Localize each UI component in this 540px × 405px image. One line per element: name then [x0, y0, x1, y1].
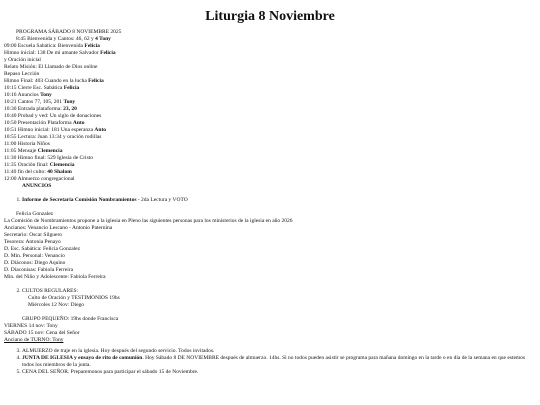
program-item-text: Repaso Lección [4, 71, 40, 77]
elder-on-duty-text: Anciano de TURNO: Tony [4, 337, 64, 343]
announcement-item [22, 197, 536, 204]
program-intro-bold: 4 Tony [95, 36, 111, 42]
role-line: Ancianos: Venancio Lescano - Antonio Paternina [4, 225, 113, 231]
program-item-text: 11:30 Himno final: 529 Iglesia de Cristo [4, 155, 94, 161]
announcement-list-3 [4, 348, 536, 376]
program-item [4, 71, 536, 78]
announcement-item-text: ALMUERZO de traje en la iglesia. Hoy después del segundo servicio. Todos invitados. [22, 348, 215, 354]
announcement-item [22, 288, 536, 295]
program-item [4, 85, 536, 92]
elder-on-duty [4, 337, 536, 344]
role-line: Tesorera: Antonia Penayo [4, 239, 61, 245]
announcement-item-text: CENA DEL SEÑOR. Preparemonos para participar el sábado 15 de Noviembre. [22, 369, 199, 375]
program-item-text: Himno inicial: 138 De mi amante Salvador [4, 50, 101, 56]
announcement-item [22, 348, 536, 355]
program-item-text: 12:00 Almuerzo congregacional [4, 176, 75, 182]
program-item-text: Himno Final: 403 Cuando en la lucha [4, 78, 89, 84]
announcement-list-2 [4, 288, 536, 295]
program-list [4, 43, 536, 183]
program-item-person: Felicia [84, 43, 100, 49]
announcement-item [22, 369, 536, 376]
announcement-item-text: - 2da Lectura y VOTO [136, 197, 188, 203]
program-item-person: Anto [72, 120, 85, 126]
role-line: D. Diáconos: Diego Aquino [4, 260, 66, 266]
program-item-text: 10:51 Himno inicial: 181 Una esperanza [4, 127, 95, 133]
announcements-heading [4, 183, 536, 190]
program-item-text: 10:16 Anuncios [4, 92, 41, 98]
program-item-person: Clemencia [37, 148, 63, 154]
program-item-text: 09:00 Escuela Sabática: Bienvenida [4, 43, 85, 49]
small-group-line: GRUPO PEQUEÑO: 19hs donde Francisca [22, 316, 119, 322]
regular-service-line: Culto de Oración y TESTIMONIOS 19hs [28, 295, 120, 301]
program-item-person: 40 Shalom [47, 169, 72, 175]
program-item-text: 10:15 Cierre Esc. Sabática [4, 85, 64, 91]
announcement-item-bold: JUNTA DE IGLESIA y ensayo de rito de comunión [22, 355, 143, 361]
program-item [4, 120, 536, 127]
program-item [4, 78, 536, 85]
program-item-person: 23, 20 [63, 106, 77, 112]
role-line: D. Min. Personal: Venancio [4, 253, 65, 259]
announcement-item-bold: Informe de Secretaria Comisión Nombramientos [22, 197, 137, 203]
page-title: Liturgia 8 Noviembre [205, 9, 335, 24]
announcement-item-text: . Hoy Sábado 8 DE NOVIEMBRE después de almuerzo. 14hs. Si no todos pueden asistir se programa para mañana domingo en la tarde o en día de la semana en que estemos todos los miembros de la junta. [22, 355, 526, 368]
program-heading: PROGRAMA SÁBADO 8 NOVIEMBRE 2025 [16, 29, 122, 35]
program-item [4, 50, 536, 57]
program-item-text: 11:00 Historia Niños [4, 141, 50, 147]
regular-services-title: CULTOS REGULARES: [22, 288, 79, 294]
committee-text: La Comisión de Nombramientos propone a la iglesia en Pleno las siguientes personas para los ministerios de la iglesia en año 2026 [4, 218, 293, 224]
program-item [4, 57, 536, 64]
announcement-list-1 [4, 197, 536, 204]
small-group-day: SÁBADO 15 nov: Cena del Señor [4, 330, 80, 336]
regular-service-line: Miércoles 12 Nov: Diego [28, 302, 85, 308]
program-intro [4, 36, 536, 43]
program-item-person: Tony [40, 92, 52, 98]
program-item-person: Clemencia [49, 162, 75, 168]
program-item [4, 113, 536, 120]
program-item [4, 148, 536, 155]
program-item [4, 92, 536, 99]
program-item-person: Felicia [63, 85, 80, 91]
program-item [4, 134, 536, 141]
program-item-text: 11:35 Oración final: [4, 162, 50, 168]
program-item-text: 10:30 Entrada plataforma: [4, 106, 64, 112]
role-line: Secretario: Oscar Silguero [4, 232, 63, 238]
secretary-name: Felicia Gonzalez [16, 211, 54, 217]
program-item [4, 176, 536, 183]
program-item [4, 141, 536, 148]
program-item [4, 162, 536, 169]
program-item [4, 106, 536, 113]
program-item [4, 43, 536, 50]
program-intro-text: 8:45 Bienvenida y Cantos: 46, 62 y [16, 36, 96, 42]
liturgy-document [4, 29, 536, 376]
program-item [4, 64, 536, 71]
program-item-text: Relato Misión: El Llamado de Dios online [4, 64, 98, 70]
program-item [4, 127, 536, 134]
announcements-heading-text: ANUNCIOS [22, 183, 52, 189]
program-item [4, 99, 536, 106]
small-group-day: VIERNES 14 nov: Tony [4, 323, 58, 329]
program-item-text: 10:21 Cantos 77, 105, 201 [4, 99, 64, 105]
role-line: Min. del Niño y Adolescente: Fabiola Ferreira [4, 274, 106, 280]
program-item-person: Felicia [100, 50, 116, 56]
program-item-text: y Oración inicial [4, 57, 41, 63]
role-line: D. Diaconisas: Fabiola Ferreira [4, 267, 74, 273]
program-item-text: 11:40 fin del culto: [4, 169, 48, 175]
program-item-person: Tony [63, 99, 76, 105]
role-line: D. Esc. Sabática: Felicia Gonzalez [4, 246, 81, 252]
program-item-text: 10:55 Lectura: Juan 13:34 y oración rodillas [4, 134, 102, 140]
announcement-item [22, 355, 536, 369]
program-item-text: 11:05 Mensaje [4, 148, 38, 154]
program-item-text: 10:40 Probad y ved: Un siglo de donaciones [4, 113, 102, 119]
program-item-person: Felicia [88, 78, 104, 84]
program-item [4, 169, 536, 176]
program-item [4, 155, 536, 162]
program-item-person: Anto [94, 127, 107, 133]
program-item-text: 10:50 Presentación Plataforma [4, 120, 73, 126]
